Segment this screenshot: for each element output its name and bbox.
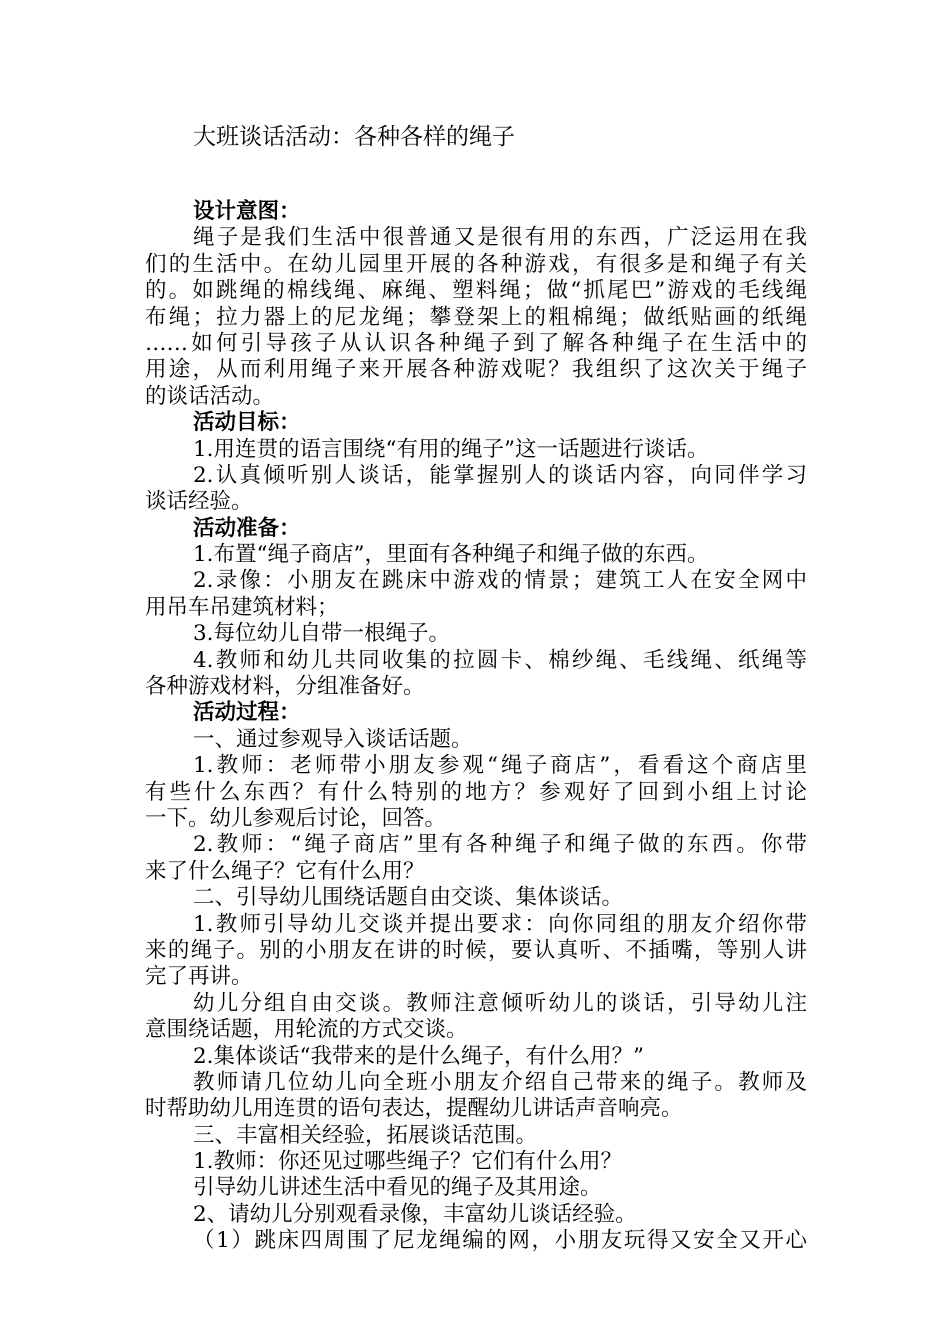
paragraph-line: 1.教师：老师带小朋友参观“绳子商店”，看看这个商店里 [193, 753, 807, 779]
paragraph-line: ……如何引导孩子从认识各种绳子到了解各种绳子在生活中的 [145, 330, 807, 356]
paragraph-line: 意围绕话题，用轮流的方式交谈。 [145, 1017, 468, 1043]
paragraph-line: 教师请几位幼儿向全班小朋友介绍自己带来的绳子。教师及 [193, 1069, 807, 1095]
paragraph-line: 4.教师和幼儿共同收集的拉圆卡、棉纱绳、毛线绳、纸绳等 [193, 647, 807, 673]
section-heading: 设计意图： [193, 199, 301, 224]
paragraph-line: （1）跳床四周围了尼龙绳编的网，小朋友玩得又安全又开心 [193, 1228, 807, 1254]
paragraph-line: 二、引导幼儿围绕话题自由交谈、集体谈话。 [193, 885, 624, 911]
paragraph-line: 们的生活中。在幼儿园里开展的各种游戏，有很多是和绳子有关 [145, 251, 807, 277]
paragraph-line: 用途，从而利用绳子来开展各种游戏呢？我组织了这次关于绳子 [145, 357, 807, 383]
paragraph-line: 2.教师：“绳子商店”里有各种绳子和绳子做的东西。你带 [193, 832, 807, 858]
paragraph-line: 完了再讲。 [145, 964, 253, 990]
paragraph-line: 谈话经验。 [145, 489, 253, 515]
paragraph-line: 一下。幼儿参观后讨论，回答。 [145, 805, 447, 831]
paragraph-line: 引导幼儿讲述生活中看见的绳子及其用途。 [193, 1175, 602, 1201]
paragraph-line: 来了什么绳子？它有什么用？ [145, 858, 425, 884]
paragraph-line: 1.教师引导幼儿交谈并提出要求：向你同组的朋友介绍你带 [193, 911, 807, 937]
paragraph-line: 1.用连贯的语言围绕“有用的绳子”这一话题进行谈话。 [193, 436, 709, 462]
paragraph-line: 用吊车吊建筑材料； [145, 594, 339, 620]
paragraph-line: 时帮助幼儿用连贯的语句表达，提醒幼儿讲话声音响亮。 [145, 1096, 683, 1122]
paragraph-line: 绳子是我们生活中很普通又是很有用的东西，广泛运用在我 [193, 225, 807, 251]
paragraph-line: 布绳；拉力器上的尼龙绳；攀登架上的粗棉绳；做纸贴画的纸绳 [145, 304, 807, 330]
paragraph-line: 1.教师：你还见过哪些绳子？它们有什么用？ [193, 1149, 623, 1175]
section-heading: 活动准备： [193, 515, 301, 541]
paragraph-line: 来的绳子。别的小朋友在讲的时候，要认真听、不插嘴，等别人讲 [145, 937, 807, 963]
paragraph-line: 2、请幼儿分别观看录像，丰富幼儿谈话经验。 [193, 1201, 637, 1227]
paragraph-line: 三、丰富相关经验，拓展谈话范围。 [193, 1122, 538, 1148]
paragraph-line: 的。如跳绳的棉线绳、麻绳、塑料绳；做“抓尾巴”游戏的毛线绳 [145, 278, 807, 304]
paragraph-line: 各种游戏材料，分组准备好。 [145, 674, 425, 700]
paragraph-line: 幼儿分组自由交谈。教师注意倾听幼儿的谈话，引导幼儿注 [193, 990, 807, 1016]
paragraph-line: 2.集体谈话“我带来的是什么绳子，有什么用？” [193, 1043, 644, 1069]
paragraph-line: 的谈话活动。 [145, 383, 275, 409]
document-title: 大班谈话活动：各种各样的绳子 [193, 124, 515, 150]
section-heading: 活动目标： [193, 410, 301, 436]
paragraph-line: 3.每位幼儿自带一根绳子。 [193, 621, 451, 647]
paragraph-line: 有些什么东西？有什么特别的地方？参观好了回到小组上讨论 [145, 779, 807, 805]
paragraph-line: 1.布置“绳子商店”，里面有各种绳子和绳子做的东西。 [193, 542, 709, 568]
document-body [145, 199, 807, 1255]
paragraph-line: 2.认真倾听别人谈话，能掌握别人的谈话内容，向同伴学习 [193, 462, 807, 488]
paragraph-line: 一、通过参观导入谈话话题。 [193, 726, 473, 752]
paragraph-line: 2.录像：小朋友在跳床中游戏的情景；建筑工人在安全网中 [193, 568, 807, 594]
section-heading: 活动过程： [193, 700, 301, 726]
